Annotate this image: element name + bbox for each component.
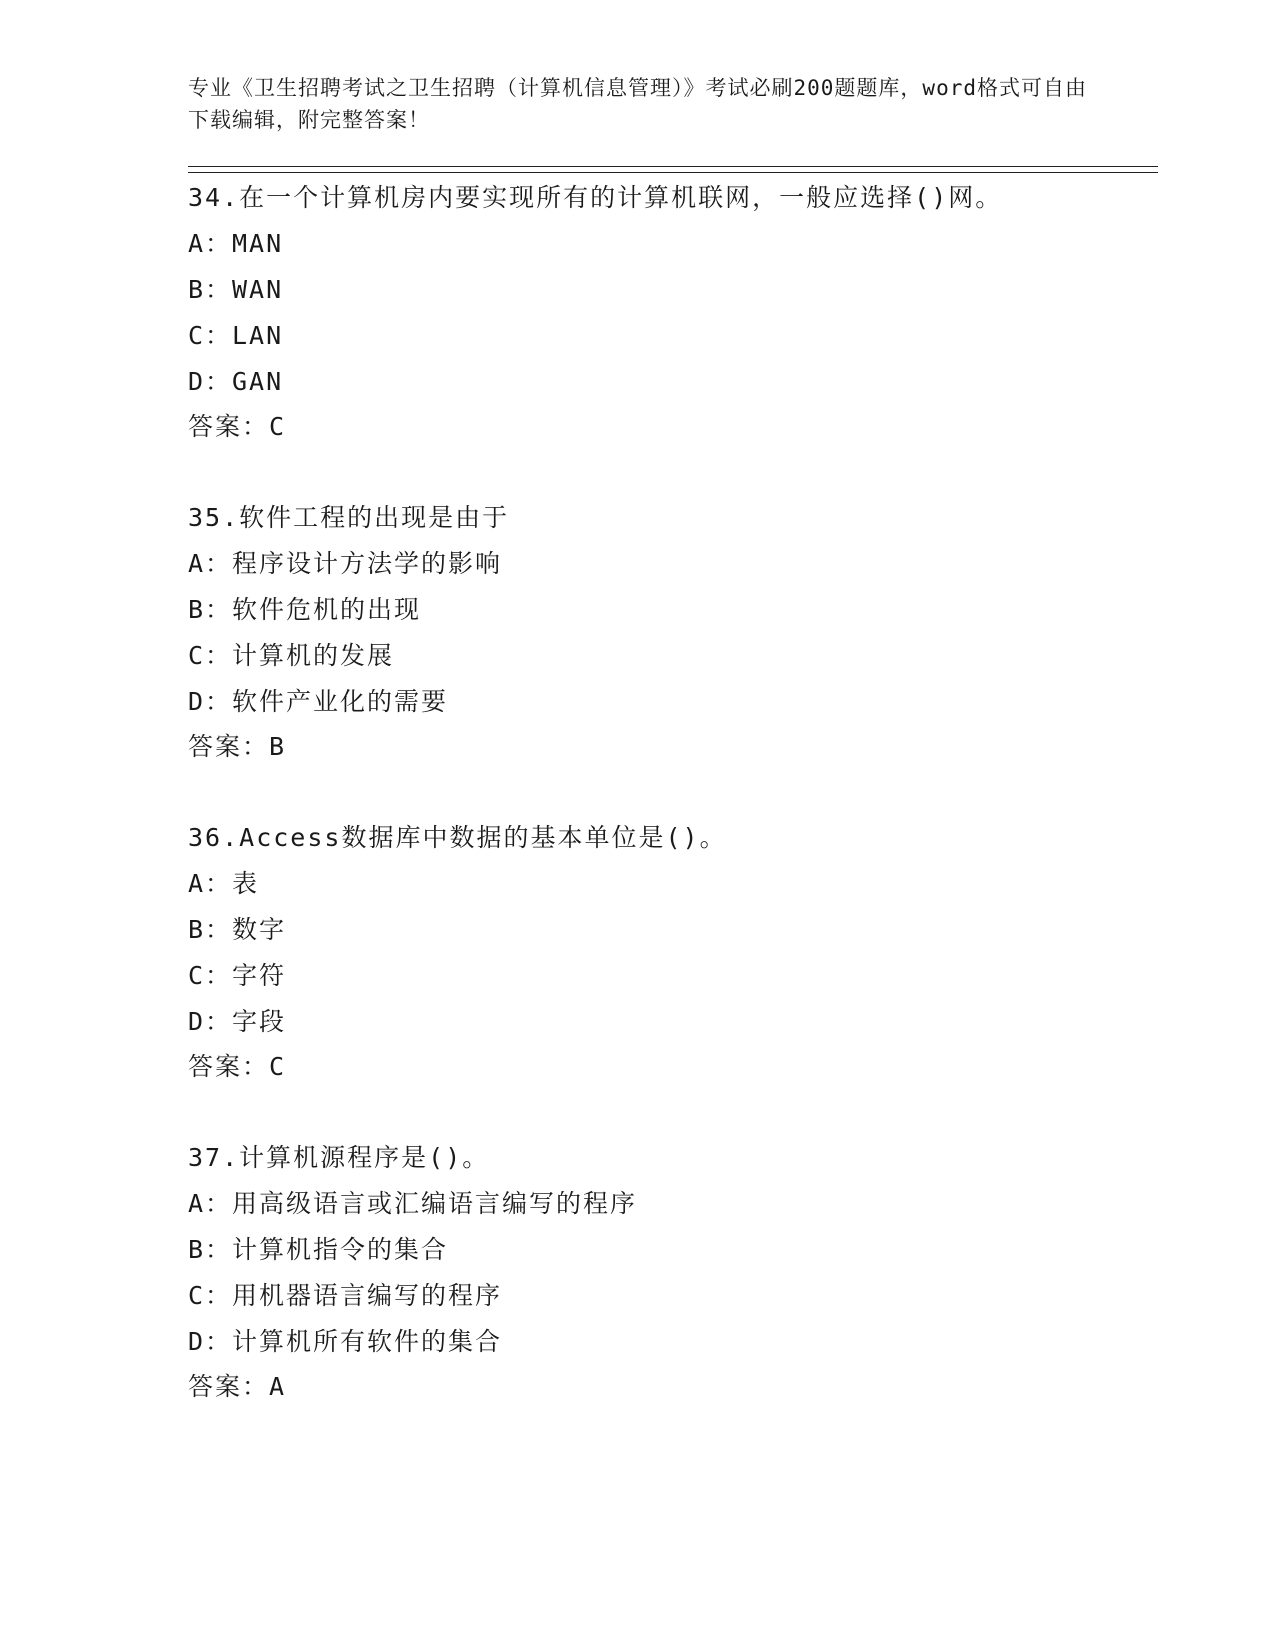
- question-stem: 36.Access数据库中数据的基本单位是()。: [188, 823, 727, 852]
- option-text: GAN: [232, 367, 284, 396]
- answer-line: 答案：A: [188, 1372, 287, 1401]
- option-b: [188, 907, 1148, 953]
- option-text: LAN: [232, 321, 284, 350]
- option-text: 用机器语言编写的程序: [232, 1281, 503, 1310]
- option-d: [188, 359, 1148, 405]
- option-key: A：: [188, 1189, 233, 1218]
- option-text: 软件产业化的需要: [232, 687, 449, 716]
- option-c: [188, 953, 1148, 999]
- option-b: [188, 267, 1148, 313]
- option-text: 数字: [232, 915, 287, 944]
- question-list: [188, 175, 1148, 1409]
- question-stem: 35.软件工程的出现是由于: [188, 503, 510, 532]
- option-d: [188, 1319, 1148, 1365]
- document-page: [188, 72, 1148, 1455]
- option-key: B：: [188, 595, 233, 624]
- option-text: 字符: [232, 961, 287, 990]
- option-text: 表: [232, 869, 260, 898]
- question-stem: 37.计算机源程序是()。: [188, 1143, 490, 1172]
- option-text: WAN: [232, 275, 284, 304]
- option-key: D：: [188, 367, 233, 396]
- question-36: [188, 815, 1148, 1089]
- option-key: D：: [188, 1327, 233, 1356]
- question-35: [188, 495, 1148, 769]
- option-key: A：: [188, 229, 233, 258]
- option-key: B：: [188, 1235, 233, 1264]
- option-d: [188, 679, 1148, 725]
- option-b: [188, 587, 1148, 633]
- option-text: 软件危机的出现: [232, 595, 422, 624]
- question-37: [188, 1135, 1148, 1409]
- question-stem: 34.在一个计算机房内要实现所有的计算机联网，一般应选择()网。: [188, 183, 1003, 212]
- option-text: 计算机的发展: [232, 641, 395, 670]
- option-a: [188, 1181, 1148, 1227]
- answer-line: 答案：C: [188, 1052, 287, 1081]
- option-a: [188, 541, 1148, 587]
- option-text: 程序设计方法学的影响: [232, 549, 503, 578]
- option-d: [188, 999, 1148, 1045]
- header-divider: [188, 166, 1158, 173]
- question-34: [188, 175, 1148, 449]
- document-header: 专业《卫生招聘考试之卫生招聘（计算机信息管理）》考试必刷200题题库，word格式可自由下载编辑，附完整答案！: [188, 76, 1087, 132]
- option-c: [188, 1273, 1148, 1319]
- option-key: A：: [188, 549, 233, 578]
- option-text: 计算机所有软件的集合: [232, 1327, 503, 1356]
- option-key: C：: [188, 961, 233, 990]
- answer-line: 答案：B: [188, 732, 287, 761]
- option-text: 字段: [232, 1007, 287, 1036]
- option-c: [188, 313, 1148, 359]
- option-key: C：: [188, 1281, 233, 1310]
- option-text: 计算机指令的集合: [232, 1235, 449, 1264]
- option-a: [188, 221, 1148, 267]
- option-key: D：: [188, 1007, 233, 1036]
- option-key: A：: [188, 869, 233, 898]
- option-text: 用高级语言或汇编语言编写的程序: [232, 1189, 638, 1218]
- option-key: B：: [188, 915, 233, 944]
- option-key: C：: [188, 641, 233, 670]
- option-key: C：: [188, 321, 233, 350]
- option-text: MAN: [232, 229, 284, 258]
- option-key: D：: [188, 687, 233, 716]
- option-a: [188, 861, 1148, 907]
- option-b: [188, 1227, 1148, 1273]
- option-c: [188, 633, 1148, 679]
- answer-line: 答案：C: [188, 412, 287, 441]
- option-key: B：: [188, 275, 233, 304]
